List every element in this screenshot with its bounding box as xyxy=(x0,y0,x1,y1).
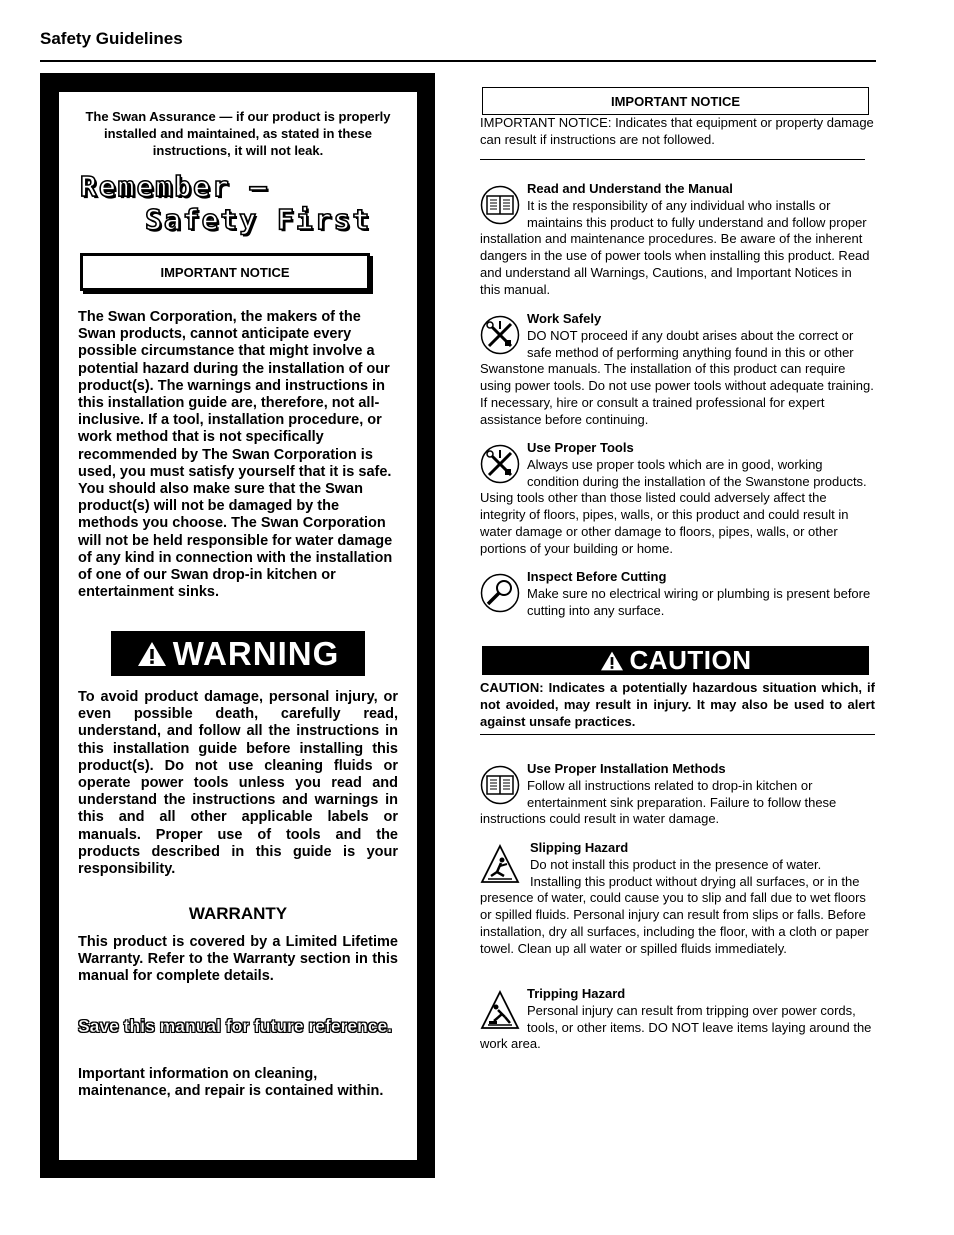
item-body: Make sure no electrical wiring or plumbing is present before cutting into any surface. xyxy=(527,585,871,618)
warning-label: WARNING xyxy=(172,634,340,672)
slip-hazard-icon xyxy=(480,844,520,884)
safety-item xyxy=(480,311,875,429)
trip-hazard-icon xyxy=(480,990,520,1030)
save-manual-paragraph: Important information on cleaning, maintenance, and repair is contained within. xyxy=(78,1066,384,1100)
item-title: Inspect Before Cutting xyxy=(527,569,667,584)
page-title: Safety Guidelines xyxy=(40,29,183,48)
item-body: DO NOT proceed if any doubt arises about the correct or safe method of performing anything found in this or other Swanstone manuals. The installation of this product can require using power tools. Do not use power tools without adequate training. If necessary, hire or consult a trained professional for expert assistance before continuing. xyxy=(480,327,874,427)
safety-item xyxy=(480,840,875,958)
tools-icon xyxy=(480,315,520,355)
warning-triangle-icon xyxy=(600,650,624,672)
important-notice-definition: IMPORTANT NOTICE: Indicates that equipment or property damage can result if instructions are not followed. xyxy=(480,115,874,147)
header-divider xyxy=(40,60,876,62)
safety-item xyxy=(480,986,875,1053)
warranty-paragraph: This product is covered by a Limited Lifetime Warranty. Refer to the Warranty section in this manual for complete details. xyxy=(78,934,398,985)
remember-safety-heading xyxy=(80,170,371,236)
item-title: Read and Understand the Manual xyxy=(527,181,733,196)
item-body: Follow all instructions related to drop-in kitchen or entertainment sink preparation. Failure to follow these instructions could result in water damage. xyxy=(480,777,837,827)
important-notice-box-right xyxy=(482,87,869,115)
item-body: Do not install this product in the presence of water. Installing this product without drying all surfaces, or in the presence of water, could cause you to slip and fall due to wet floors or spilled fluids. Personal injury can result from slips or falls. Before installation, dry all surfaces, including the floor, with a cloth or paper towel. Clean up all water or spilled fluids immediately. xyxy=(480,856,869,956)
divider xyxy=(480,159,865,160)
divider xyxy=(480,734,875,735)
item-body: It is the responsibility of any individual who installs or maintains this product to fully understand and follow proper installation and maintenance procedures. Be aware of the inherent dangers in the use of power tools when installing this product. Read and understand all Warnings, Cautions, and Important Notices in this manual. xyxy=(480,197,870,297)
swan-assurance: The Swan Assurance — if our product is properly installed and maintained, as stated in these instructions, it will not leak. xyxy=(85,109,391,158)
safety-item xyxy=(480,181,875,299)
warning-triangle-icon xyxy=(137,640,167,668)
item-title: Use Proper Installation Methods xyxy=(527,761,726,776)
item-title: Tripping Hazard xyxy=(527,986,626,1001)
important-notice-label-right: IMPORTANT NOTICE xyxy=(610,93,741,109)
tools-icon xyxy=(480,444,520,484)
item-title: Work Safely xyxy=(527,311,602,326)
safety-item xyxy=(480,440,875,558)
important-notice-label: IMPORTANT NOTICE xyxy=(160,264,290,280)
remember-line-2: Safety First xyxy=(145,203,372,236)
warning-paragraph: To avoid product damage, personal injury, or even possible death, carefully read, understand, and follow all the instructions in this installation guide before installing this product(s). Do not use cleaning fluids or operate power tools unless you read and understand the instructions and warnings in this and all other applicable labels or manuals. Proper use of tools and the products described in this guide is your responsibility. xyxy=(78,689,398,878)
item-title: Use Proper Tools xyxy=(527,440,634,455)
book-icon xyxy=(480,185,520,225)
caution-label: CAUTION xyxy=(629,645,752,675)
save-manual-heading: Save this manual for future reference. xyxy=(78,1016,393,1036)
remember-line-1: Remember – xyxy=(80,170,269,203)
book-icon xyxy=(480,765,520,805)
item-body: Always use proper tools which are in good, working condition during the installation of the Swanstone products. Using tools other than those listed could adversely affect the integrity of floors, pipes, walls, or this product and could result in water damage or other damage to floors, pipes, walls, or other portions of your building or home. xyxy=(480,456,867,556)
item-body: Personal injury can result from tripping over power cords, tools, or other items. DO NOT leave items laying around the work area. xyxy=(480,1002,872,1052)
important-notice-box xyxy=(80,253,370,291)
item-title: Slipping Hazard xyxy=(530,840,629,855)
magnifier-icon xyxy=(480,573,520,613)
safety-item xyxy=(480,761,875,828)
warranty-heading: WARRANTY xyxy=(188,904,288,923)
warning-banner xyxy=(111,631,365,676)
caution-banner xyxy=(482,646,869,675)
notice-paragraph: The Swan Corporation, the makers of the Swan products, cannot anticipate every possible circumstance that might involve a potential hazard during the installation of our product(s). The warnings and instructions in this installation guide are, therefore, not all-inclusive. If a tool, installation procedure, or work method that is not specifically recommended by The Swan Corporation is used, you must satisfy yourself that it is safe. You should also make sure that the Swan product(s) will not be damaged by the methods you choose. The Swan Corporation will not be held responsible for water damage of any kind in connection with the installation of one of our Swan drop-in kitchen or entertainment sinks. xyxy=(78,309,393,601)
safety-item xyxy=(480,569,875,619)
caution-definition: CAUTION: Indicates a potentially hazardous situation which, if not avoided, may result in injury. It may also be used to alert against unsafe practices. xyxy=(480,680,875,729)
